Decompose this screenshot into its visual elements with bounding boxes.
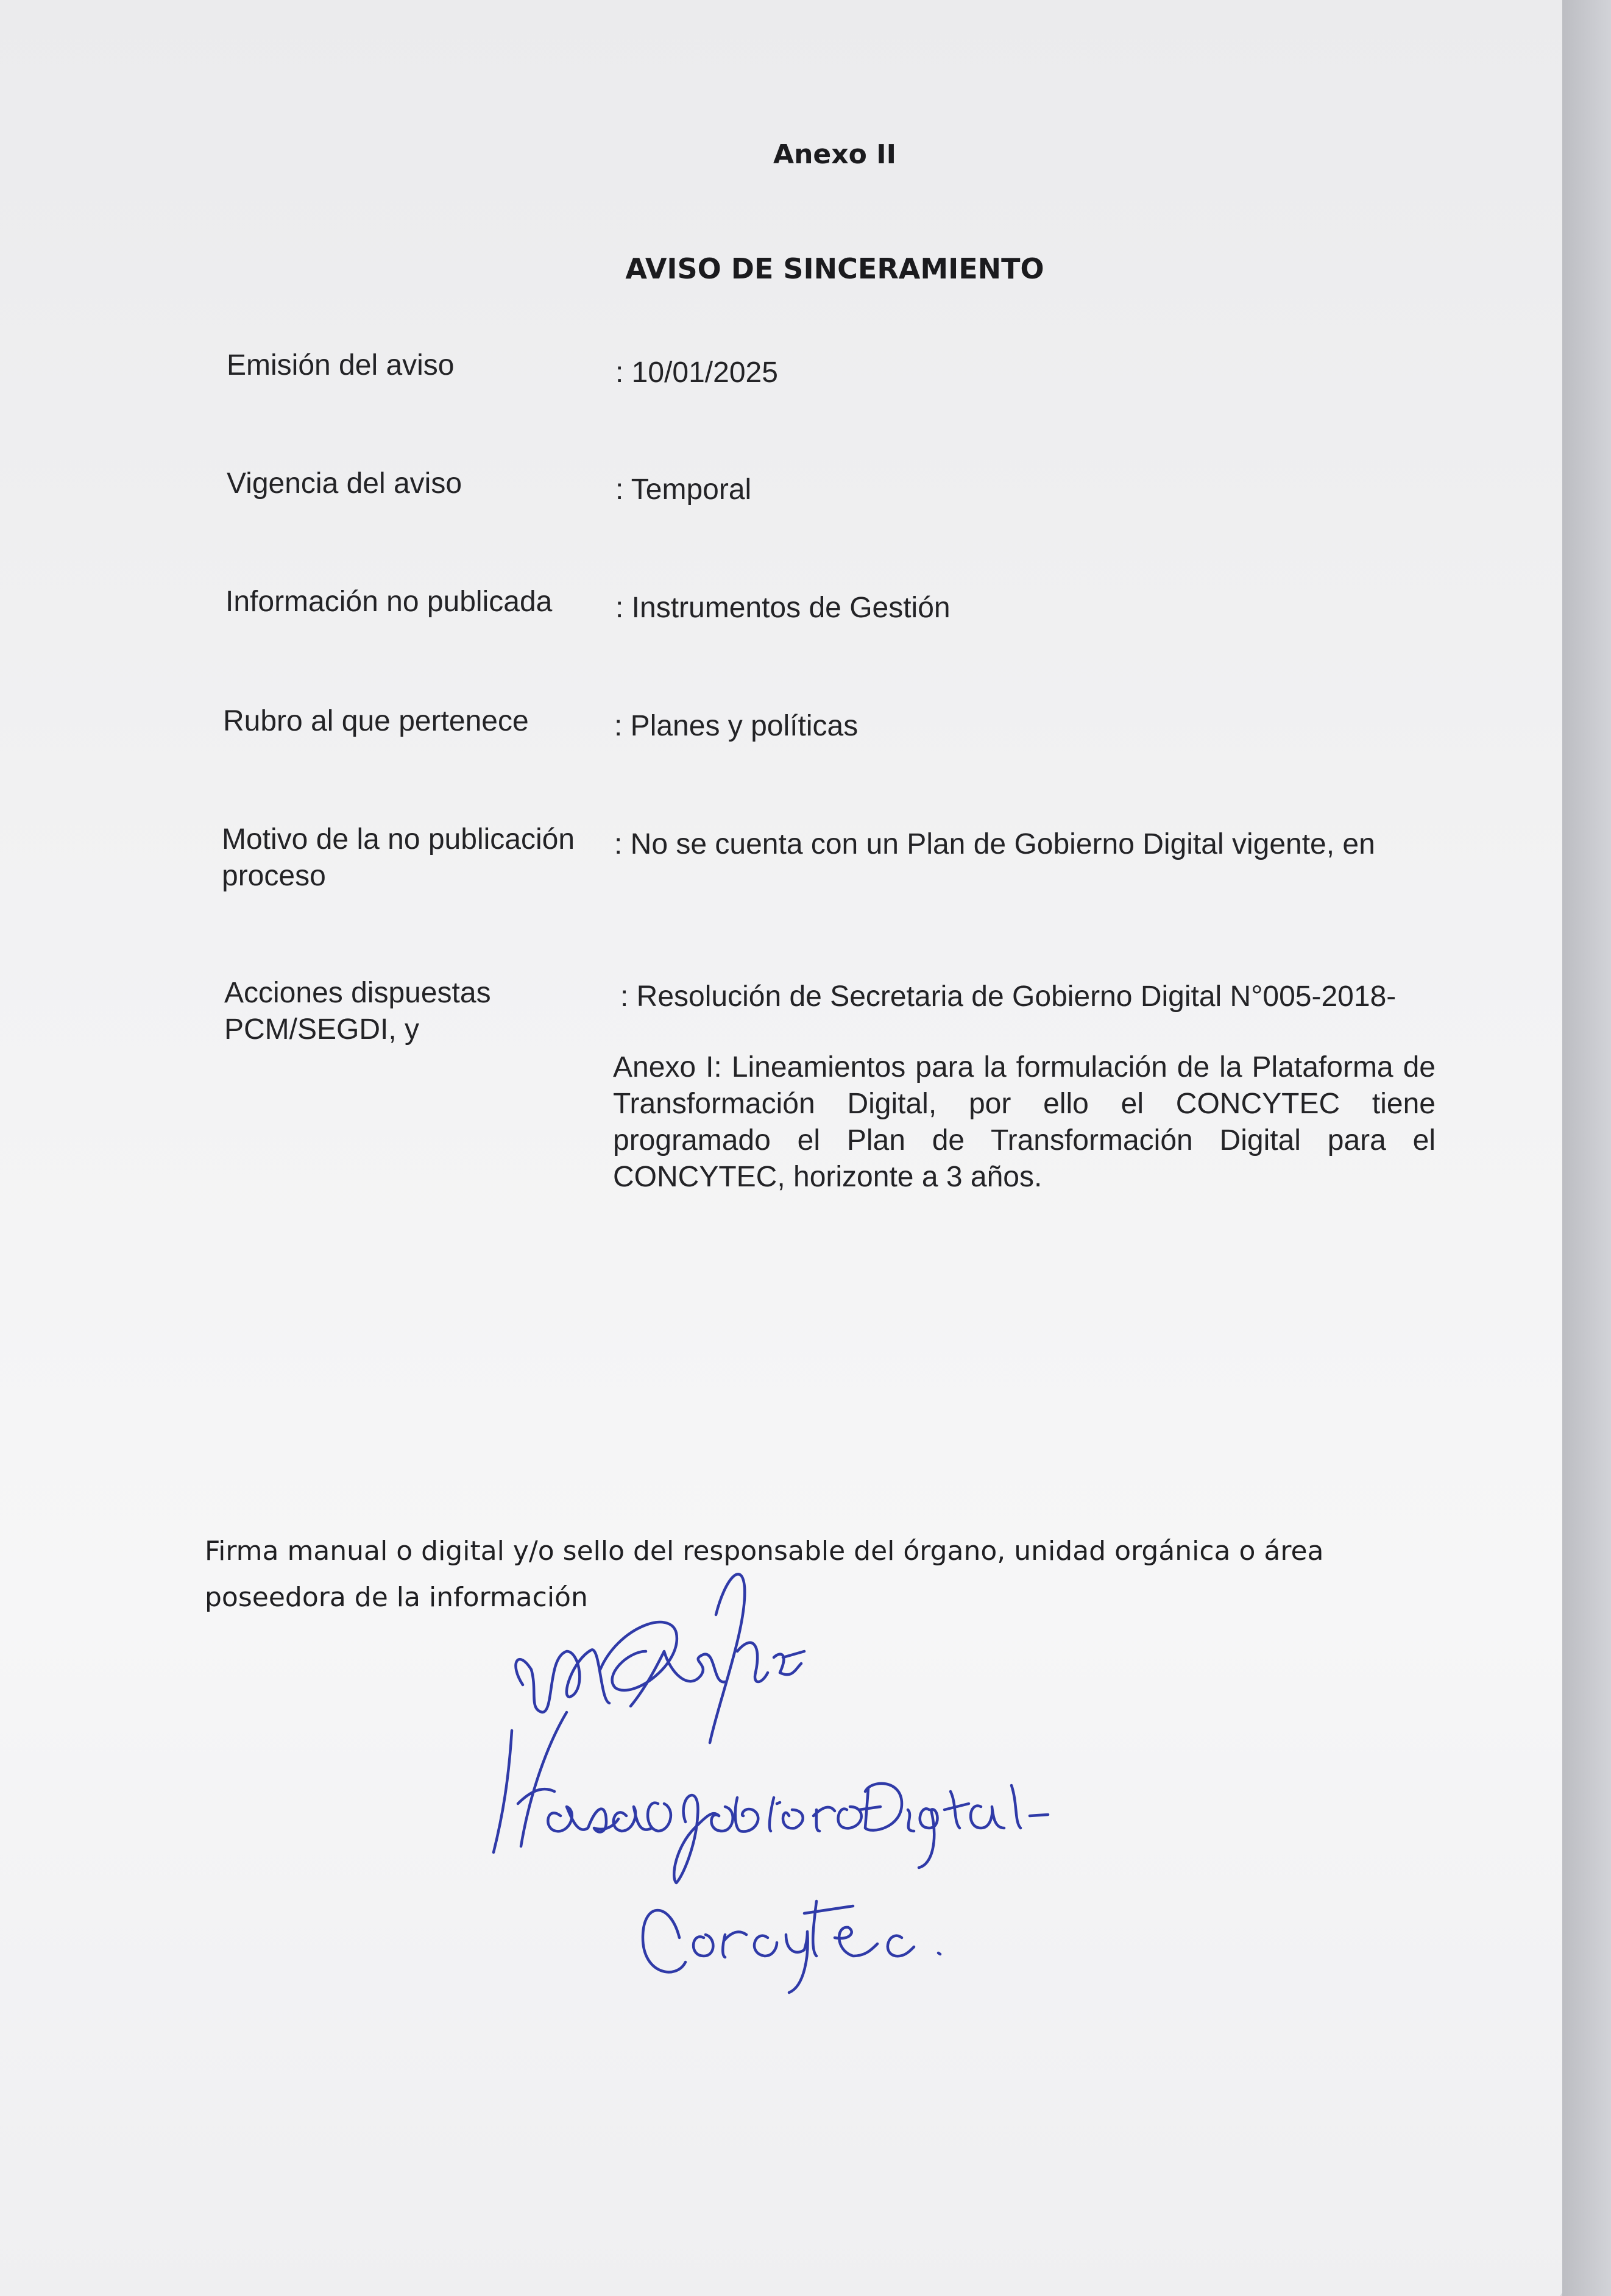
- field-label-validity: Vigencia del aviso: [227, 467, 462, 500]
- field-value-unpublished-info: : Instrumentos de Gestión: [615, 592, 951, 624]
- field-label-unpublished-info: Información no publicada: [225, 586, 553, 618]
- field-value-actions: : Resolución de Secretaria de Gobierno Digital N°005-2018-: [620, 980, 1397, 1013]
- field-value-reason: : No se cuenta con un Plan de Gobierno Digital vigente, en: [614, 828, 1375, 860]
- field-label-emission: Emisión del aviso: [227, 349, 455, 381]
- field-label-reason: Motivo de la no publicación proceso: [222, 823, 575, 892]
- annex-title: Anexo II: [773, 139, 896, 170]
- actions-continuation-paragraph: Anexo I: Lineamientos para la formulación de la Plataforma de Transformación Digital, por ello el CONCYTEC tiene programado el Plan de Transformación Digital para el CONCYTEC, horizonte a 3 años.: [613, 1051, 1436, 1193]
- field-value-validity: : Temporal: [615, 473, 752, 506]
- field-value-emission: : 10/01/2025: [615, 356, 778, 389]
- field-label-actions: Acciones dispuestas PCM/SEGDI, y: [224, 977, 491, 1046]
- field-value-category: : Planes y políticas: [614, 710, 859, 742]
- handwritten-signature: [475, 1560, 1085, 2023]
- signature-note: Firma manual o digital y/o sello del responsable del órgano, unidad orgánica o área poseedora de la información: [205, 1536, 1324, 1613]
- notice-title: AVISO DE SINCERAMIENTO: [625, 252, 1044, 285]
- field-label-category: Rubro al que pertenece: [223, 705, 529, 737]
- page-edge-shadow: [1562, 0, 1611, 2296]
